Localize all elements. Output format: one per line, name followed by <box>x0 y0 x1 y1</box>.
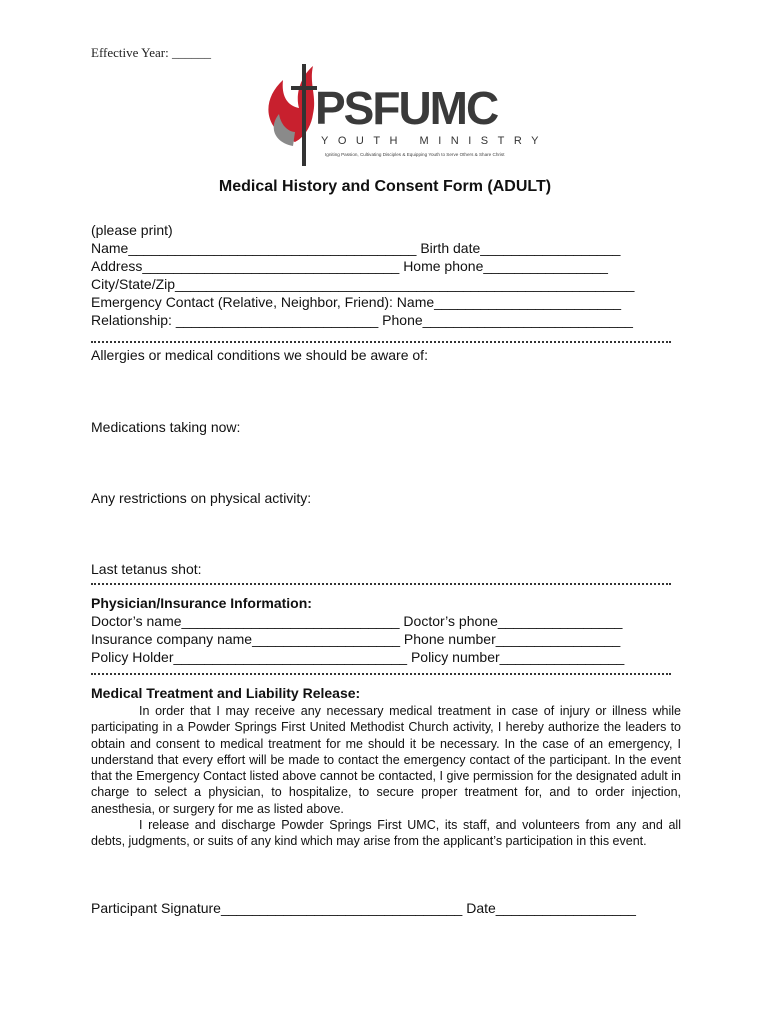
allergies-label: Allergies or medical conditions we should be aware of: <box>91 347 428 363</box>
effective-year: Effective Year: ______ <box>91 45 211 60</box>
doctor-field[interactable]: Doctor’s name____________________________ Doctor’s phone________________ <box>91 613 623 629</box>
form-title: Medical History and Consent Form (ADULT) <box>218 178 552 195</box>
release-text <box>91 703 681 850</box>
divider <box>91 341 671 343</box>
divider <box>91 583 671 585</box>
cross-vertical <box>302 64 306 166</box>
release-heading: Medical Treatment and Liability Release: <box>91 685 361 701</box>
medications-label: Medications taking now: <box>91 419 241 435</box>
release-paragraph-1: In order that I may receive any necessary medical treatment in case of injury or illness while participating in a Powder Springs First United Methodist Church activity, I hereby authorize the leaders to obtain and consent to medical treatment for me should it be necessary. In the case of an emergency, I understand that every effort will be made to contact the emergency contact of the participant. In the event that the Emergency Contact listed above cannot be contacted, I give permission for the designated adult in charge to select a physician, to hospitalize, to secure proper treatment for, and to order injection, anesthesia, or surgery for me as listed above. <box>91 704 681 816</box>
psfumc-logo <box>255 62 548 172</box>
logo-subtitle: YOUTH MINISTRY <box>321 135 548 147</box>
insurance-heading: Physician/Insurance Information: <box>91 595 312 611</box>
divider <box>91 673 671 675</box>
policy-holder-field[interactable]: Policy Holder______________________________ Policy number________________ <box>91 649 625 665</box>
insurance-company-field[interactable]: Insurance company name___________________ Phone number________________ <box>91 631 621 647</box>
signature-date-field[interactable]: Participant Signature_______________________________ Date__________________ <box>91 900 636 916</box>
relationship-phone-field[interactable]: Relationship: __________________________ Phone___________________________ <box>91 312 633 328</box>
emergency-contact-field[interactable]: Emergency Contact (Relative, Neighbor, Friend): Name________________________ <box>91 294 622 310</box>
release-paragraph-2: I release and discharge Powder Springs First UMC, its staff, and volunteers from any and all debts, judgments, or suits of any kind which may arise from the applicant’s participation in this event. <box>91 818 681 849</box>
address-homephone-field[interactable]: Address_________________________________ Home phone________________ <box>91 258 608 274</box>
city-state-zip-field[interactable]: City/State/Zip___________________________________________________________ <box>91 276 635 292</box>
name-birthdate-field[interactable]: Name_____________________________________ Birth date__________________ <box>91 240 621 256</box>
print-note: (please print) <box>91 222 173 238</box>
cross-horizontal <box>291 86 317 90</box>
logo-tagline: Igniting Passion, Cultivating Disciples & Equipping Youth to Serve Others & Share Christ <box>325 152 505 157</box>
restrictions-label: Any restrictions on physical activity: <box>91 490 312 506</box>
tetanus-label: Last tetanus shot: <box>91 561 202 577</box>
logo-text: PSFUMC <box>315 82 498 134</box>
